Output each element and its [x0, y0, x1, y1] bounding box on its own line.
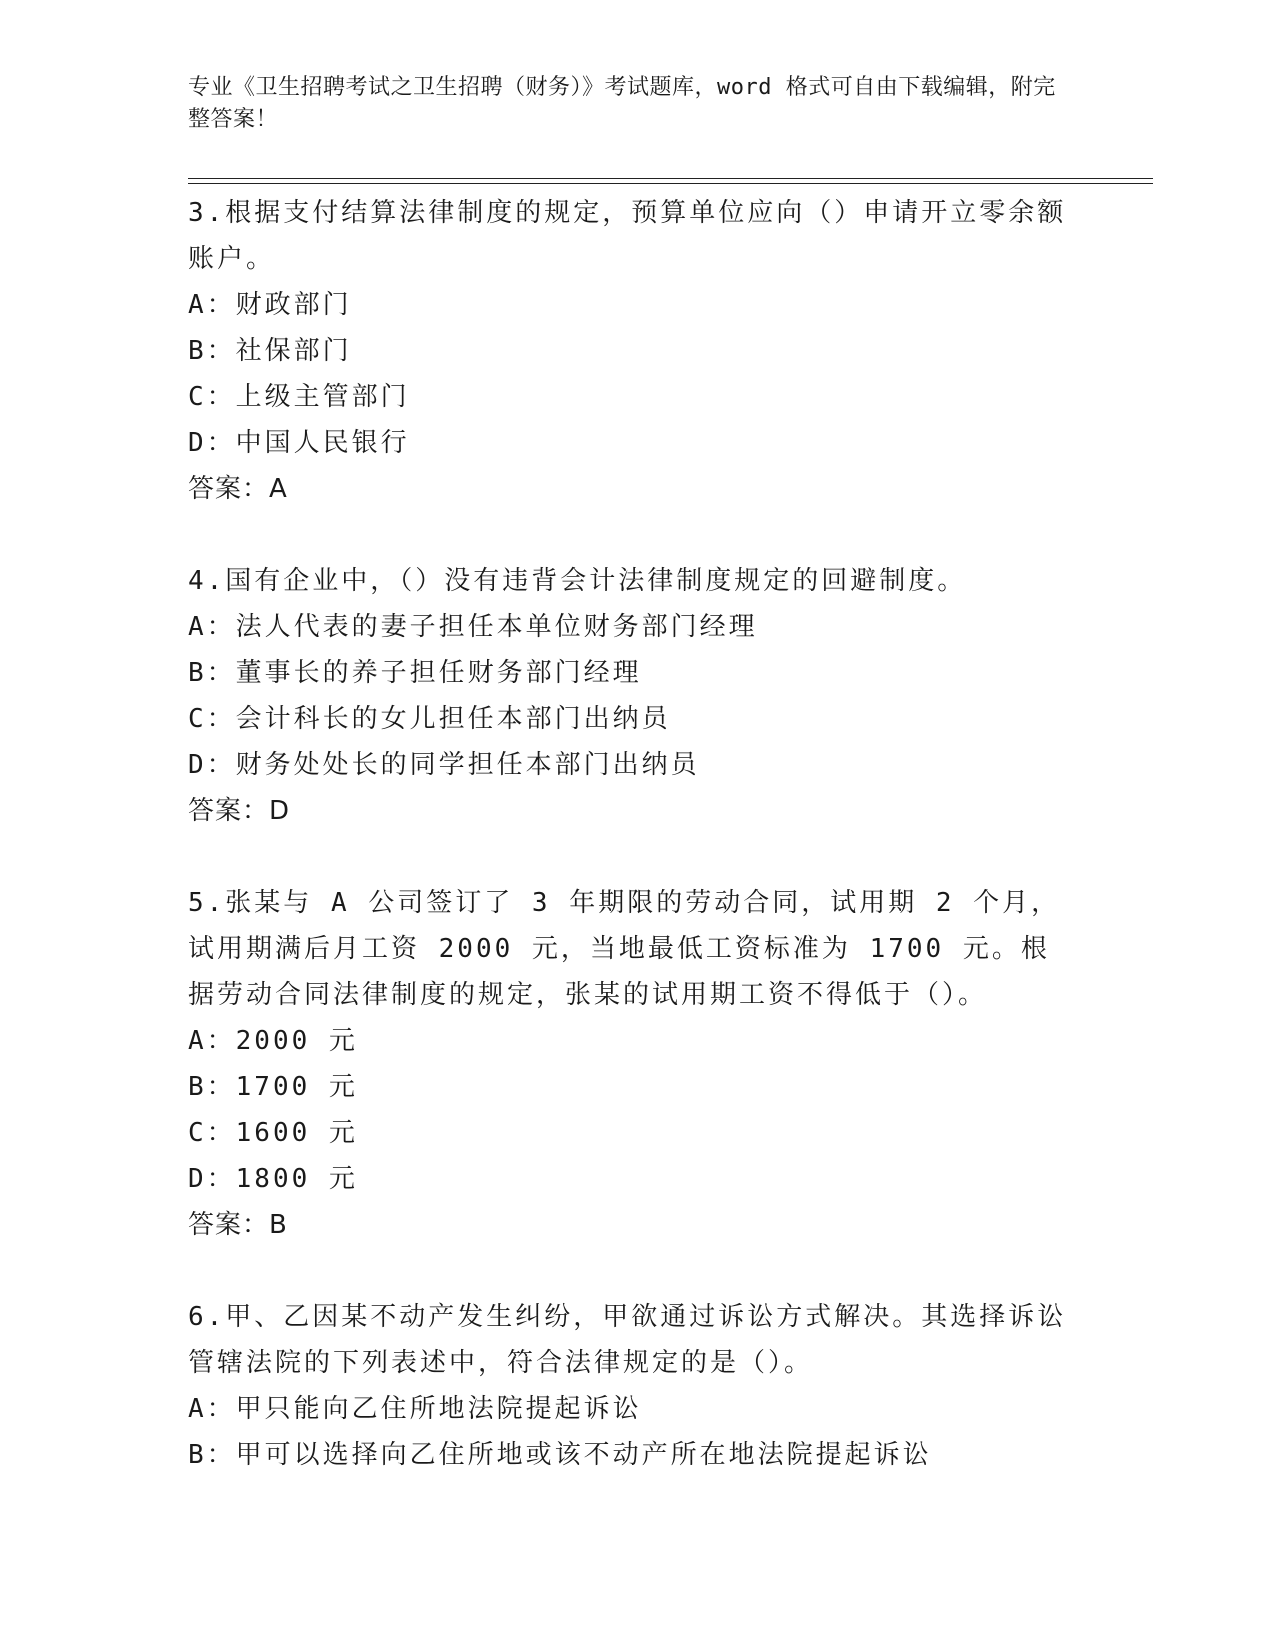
option-a: A：甲只能向乙住所地法院提起诉讼	[188, 1394, 642, 1424]
header-divider-line-secondary	[188, 183, 1153, 184]
option-b: B：甲可以选择向乙住所地或该不动产所在地法院提起诉讼	[188, 1440, 932, 1470]
option-d: D：1800 元	[188, 1164, 358, 1194]
document-header-intro: 专业《卫生招聘考试之卫生招聘（财务）》考试题库，word 格式可自由下载编辑，附完整答案！	[188, 75, 1056, 132]
question-text: 5.张某与 A 公司签订了 3 年期限的劳动合同，试用期 2 个月，试用期满后月工资 2000 元，当地最低工资标准为 1700 元。根据劳动合同法律制度的规定，张某的试用期工资不得低于（）。	[188, 888, 1061, 1010]
question-5	[188, 880, 1068, 1248]
question-text: 6.甲、乙因某不动产发生纠纷，甲欲通过诉讼方式解决。其选择诉讼管辖法院的下列表述中，符合法律规定的是（）。	[188, 1302, 1067, 1378]
answer-value: D	[269, 796, 291, 826]
question-6	[188, 1294, 1068, 1478]
option-c: C：上级主管部门	[188, 382, 410, 412]
option-c: C：会计科长的女儿担任本部门出纳员	[188, 704, 671, 734]
option-c: C：1600 元	[188, 1118, 358, 1148]
answer-value: B	[269, 1210, 288, 1240]
option-b: B：董事长的养子担任财务部门经理	[188, 658, 642, 688]
answer-line	[188, 466, 1068, 512]
option-a: A：财政部门	[188, 290, 352, 320]
question-4	[188, 558, 1068, 834]
option-a: A：2000 元	[188, 1026, 358, 1056]
option-b: B：社保部门	[188, 336, 352, 366]
header-divider-line	[188, 178, 1153, 179]
answer-line	[188, 788, 1068, 834]
question-text: 3.根据支付结算法律制度的规定，预算单位应向（）申请开立零余额账户。	[188, 198, 1067, 274]
option-d: D：财务处处长的同学担任本部门出纳员	[188, 750, 700, 780]
option-a: A：法人代表的妻子担任本单位财务部门经理	[188, 612, 758, 642]
question-list	[188, 190, 1068, 1478]
option-b: B：1700 元	[188, 1072, 358, 1102]
answer-label: 答案：	[188, 796, 270, 826]
question-3	[188, 190, 1068, 512]
question-text: 4.国有企业中，（）没有违背会计法律制度规定的回避制度。	[188, 566, 967, 596]
answer-value: A	[269, 474, 288, 504]
answer-label: 答案：	[188, 474, 270, 504]
answer-label: 答案：	[188, 1210, 270, 1240]
option-d: D：中国人民银行	[188, 428, 410, 458]
answer-line	[188, 1202, 1068, 1248]
